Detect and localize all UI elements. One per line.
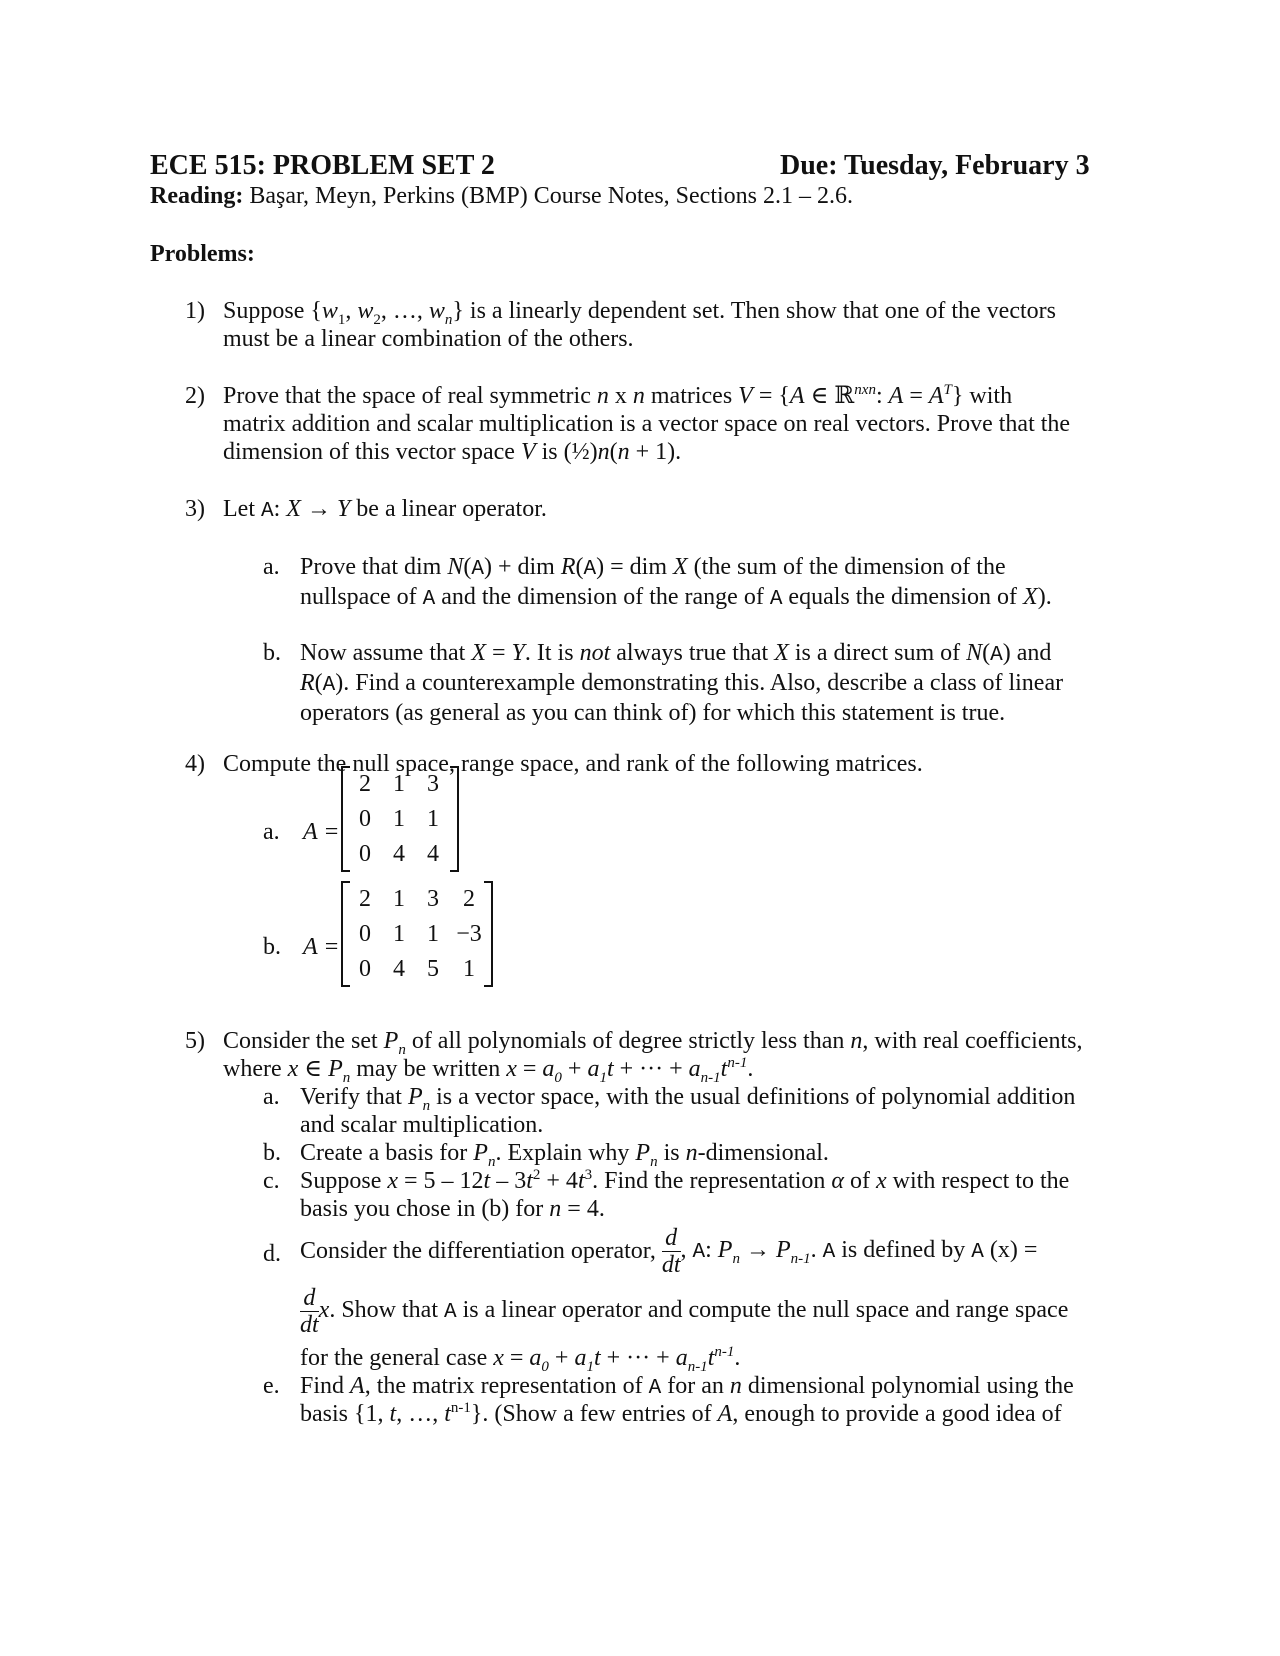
text-fragment: Find bbox=[300, 1373, 345, 1399]
text-fragment: of bbox=[850, 1168, 870, 1194]
text-fragment: where bbox=[223, 1056, 282, 1082]
subpart-label: d. bbox=[263, 1241, 281, 1267]
matrix-cell: 2 bbox=[463, 886, 475, 912]
text-fragment: Suppose { bbox=[223, 298, 322, 324]
problem-text-line: dimension of this vector space V is (½)n(n + 1). bbox=[223, 439, 682, 465]
text-fragment: Now assume that bbox=[300, 640, 466, 666]
text-fragment: . It is bbox=[524, 640, 574, 666]
problem-number: 3) bbox=[185, 496, 205, 522]
matrix-lhs: A = bbox=[303, 819, 340, 845]
text-fragment: matrices bbox=[650, 383, 733, 409]
matrix-cell: 0 bbox=[359, 841, 371, 867]
text-fragment: A bbox=[322, 674, 336, 697]
matrix-cell: 3 bbox=[427, 771, 439, 797]
text-fragment: Suppose bbox=[300, 1168, 382, 1194]
text-fragment: is defined by bbox=[841, 1237, 966, 1263]
text-fragment: . Explain why bbox=[495, 1140, 630, 1166]
subpart-label: b. bbox=[263, 934, 281, 960]
text-fragment: basis you chose in (b) for bbox=[300, 1196, 544, 1222]
matrix-cell: 0 bbox=[359, 806, 371, 832]
text-fragment: Create a basis for bbox=[300, 1140, 468, 1166]
text-fragment: with bbox=[969, 383, 1013, 409]
text-fragment: with respect to the bbox=[892, 1168, 1070, 1194]
matrix-b bbox=[341, 881, 493, 987]
text-fragment: A bbox=[583, 558, 597, 581]
matrix-cell: 1 bbox=[463, 956, 475, 982]
problem-number: 4) bbox=[185, 751, 205, 777]
text-fragment: A bbox=[444, 1301, 457, 1324]
matrix-cell: 4 bbox=[393, 956, 405, 982]
matrix-cell: 0 bbox=[359, 921, 371, 947]
text-fragment: of all polynomials of degree strictly less than bbox=[411, 1028, 845, 1054]
matrix-cell: 3 bbox=[427, 886, 439, 912]
problem-text-line: must be a linear combination of the others. bbox=[223, 326, 634, 352]
matrix-cell: 2 bbox=[359, 771, 371, 797]
due-date: Due: Tuesday, February 3 bbox=[780, 150, 1090, 181]
subpart-label: c. bbox=[263, 1168, 280, 1194]
text-fragment: , enough to provide a good idea of bbox=[732, 1401, 1062, 1427]
problem-text-line: Prove that the space of real symmetric n x n matrices V = {A ∈ ℝ$^{nxn}$: $A = A^T$} with bbox=[223, 382, 1013, 409]
problem-number: 1) bbox=[185, 298, 205, 324]
text-fragment: and the dimension of the range of bbox=[441, 584, 764, 610]
problem-text-line: Find A, the matrix representation of A for an n dimensional polynomial using the bbox=[300, 1373, 1074, 1400]
text-fragment: Let bbox=[223, 496, 255, 522]
problem-number: 2) bbox=[185, 383, 205, 409]
bracket-right bbox=[450, 766, 459, 872]
text-fragment: . Show that bbox=[329, 1297, 438, 1323]
text-fragment: basis {1, bbox=[300, 1401, 384, 1427]
matrix-cell: 4 bbox=[393, 841, 405, 867]
matrix-cell: 0 bbox=[359, 956, 371, 982]
text-fragment: is (½) bbox=[541, 439, 598, 465]
problems-label: Problems: bbox=[150, 241, 255, 267]
text-fragment: (the sum of the dimension of the bbox=[693, 554, 1006, 580]
matrix-cell: 4 bbox=[427, 841, 439, 867]
matrix-lhs: A = bbox=[303, 934, 340, 960]
text-fragment: A bbox=[471, 558, 484, 581]
problem-text-line: matrix addition and scalar multiplication is a vector space on real vectors. Prove that the bbox=[223, 411, 1071, 437]
text-fragment: A bbox=[422, 588, 436, 611]
problem-text-line: Suppose $x = 5 - 12t - 3t^2 + 4t^3$. Find the representation α of x with respect to the bbox=[300, 1167, 1070, 1194]
text-fragment: A bbox=[260, 500, 274, 523]
text-fragment: = dim bbox=[610, 554, 667, 580]
reading-label: Reading: bbox=[150, 183, 244, 209]
subpart-label: b. bbox=[263, 1140, 281, 1166]
text-fragment: } is a linearly dependent set. Then show that one of the vectors bbox=[452, 298, 1056, 324]
subpart-label: a. bbox=[263, 1084, 280, 1110]
matrix-cell: 5 bbox=[427, 956, 439, 982]
problem-number: 5) bbox=[185, 1028, 205, 1054]
problem-text-line: for the general case $x = a_0 + a_1t$ + ··· + $a_{n-1}t^{n-1}$. bbox=[300, 1344, 741, 1375]
text-fragment: be a linear operator. bbox=[356, 496, 547, 522]
problem-text-line: R(A). Find a counterexample demonstrating this. Also, describe a class of linear bbox=[300, 670, 1064, 697]
reading-text: Başar, Meyn, Perkins (BMP) Course Notes, Sections 2.1 – 2.6. bbox=[249, 183, 854, 209]
text-fragment: is a direct sum of bbox=[794, 640, 961, 666]
problem-text-line: $\frac{d}{dt}$ x. Show that A is a linear operator and compute the null space and range space bbox=[300, 1285, 1069, 1338]
matrix-cell: 2 bbox=[359, 886, 371, 912]
text-fragment: always true that bbox=[616, 640, 769, 666]
problem-text-line: basis {1, t, …, $t^{n-1}$}. (Show a few entries of A, enough to provide a good idea of bbox=[300, 1400, 1062, 1427]
text-fragment: not bbox=[579, 640, 611, 666]
text-fragment: dimension of this vector space bbox=[223, 439, 515, 465]
matrix-cell: −3 bbox=[456, 921, 482, 947]
subpart-label: a. bbox=[263, 819, 280, 845]
matrix-cell: 1 bbox=[393, 806, 405, 832]
text-fragment: Verify that bbox=[300, 1084, 402, 1110]
text-fragment: A bbox=[822, 1241, 836, 1264]
text-fragment: nullspace of bbox=[300, 584, 417, 610]
text-fragment: A bbox=[990, 644, 1003, 667]
problem-text-line: basis you chose in (b) for n = 4. bbox=[300, 1196, 605, 1222]
reading-line bbox=[150, 182, 853, 211]
problem-text-line: Let A: X → Y be a linear operator. bbox=[223, 496, 547, 523]
page-title: ECE 515: PROBLEM SET 2 bbox=[150, 150, 495, 181]
problem-text-line: Verify that $P_n$ is a vector space, with the usual definitions of polynomial addition bbox=[300, 1084, 1076, 1114]
problem-text-line: operators (as general as you can think of) for which this statement is true. bbox=[300, 700, 1006, 726]
text-fragment: Consider the set bbox=[223, 1028, 378, 1054]
problem-text-line: Create a basis for $P_n$. Explain why $P_n$ is n-dimensional. bbox=[300, 1140, 829, 1170]
text-fragment: . Find the representation bbox=[592, 1168, 826, 1194]
text-fragment: and bbox=[1016, 640, 1052, 666]
subpart-label: b. bbox=[263, 640, 281, 666]
problem-text-line: nullspace of A and the dimension of the range of A equals the dimension of X). bbox=[300, 584, 1052, 611]
problem-text-line: Consider the set $P_n$ of all polynomials of degree strictly less than n, with real coefficients, bbox=[223, 1028, 1083, 1058]
text-fragment: }. (Show a few entries of bbox=[470, 1401, 712, 1427]
matrix-cell: 1 bbox=[427, 921, 439, 947]
text-fragment: is a linear operator and compute the null space and range space bbox=[462, 1297, 1069, 1323]
text-fragment: , with real coefficients, bbox=[862, 1028, 1083, 1054]
problem-text-line: and scalar multiplication. bbox=[300, 1112, 544, 1138]
matrix-a bbox=[341, 766, 459, 872]
text-fragment: + dim bbox=[497, 554, 555, 580]
derivative-fraction: $\frac{d}{dt}$ bbox=[300, 1285, 319, 1338]
derivative-fraction: $\frac{d}{dt}$ bbox=[661, 1225, 681, 1278]
text-fragment: may be written bbox=[356, 1056, 501, 1082]
problem-text-line: Consider the differentiation operator, $\frac{d}{dt}$ , A: $P_n \to P_{n-1}$. A is defined by A (x) = bbox=[300, 1225, 1038, 1278]
text-fragment: for the general case bbox=[300, 1345, 488, 1371]
text-fragment: Consider the differentiation operator, bbox=[300, 1238, 656, 1264]
text-fragment: is bbox=[663, 1140, 680, 1166]
text-fragment: Prove that dim bbox=[300, 554, 442, 580]
problem-text-line: Now assume that X = Y. It is not always true that X is a direct sum of N(A) and bbox=[300, 640, 1052, 667]
problem-text-line: Compute the null space, range space, and rank of the following matrices. bbox=[223, 751, 923, 777]
problem-text-line: Prove that dim N(A) + dim R(A) = dim X (the sum of the dimension of the bbox=[300, 554, 1006, 581]
text-fragment: A bbox=[692, 1241, 706, 1264]
matrix-cell: 1 bbox=[427, 806, 439, 832]
subpart-label: e. bbox=[263, 1373, 280, 1399]
subpart-label: a. bbox=[263, 554, 280, 580]
text-fragment: equals the dimension of bbox=[788, 584, 1018, 610]
text-fragment: Prove that the space of real symmetric bbox=[223, 383, 591, 409]
matrix-cell: 1 bbox=[393, 921, 405, 947]
text-fragment: is a vector space, with the usual definitions of polynomial addition bbox=[436, 1084, 1076, 1110]
text-fragment: A bbox=[648, 1377, 662, 1400]
text-fragment: dimensional polynomial using the bbox=[747, 1373, 1074, 1399]
text-fragment: -dimensional. bbox=[697, 1140, 829, 1166]
problem-text-line: Suppose {$w_1$, $w_2$, …, $w_n$} is a linearly dependent set. Then show that one of the vectors bbox=[223, 298, 1056, 328]
text-fragment: . Find a counterexample demonstrating this. Also, describe a class of linear bbox=[343, 670, 1064, 696]
text-fragment: A bbox=[971, 1241, 984, 1264]
text-fragment: A bbox=[769, 588, 783, 611]
text-fragment: for an bbox=[667, 1373, 724, 1399]
matrix-cell: 1 bbox=[393, 771, 405, 797]
matrix-cell: 1 bbox=[393, 886, 405, 912]
problem-text-line: where x ∈ $P_n$ may be written $x = a_0 + a_1t$ + ··· + $a_{n-1}t^{n-1}$. bbox=[223, 1055, 754, 1086]
text-fragment: , the matrix representation of bbox=[364, 1373, 643, 1399]
